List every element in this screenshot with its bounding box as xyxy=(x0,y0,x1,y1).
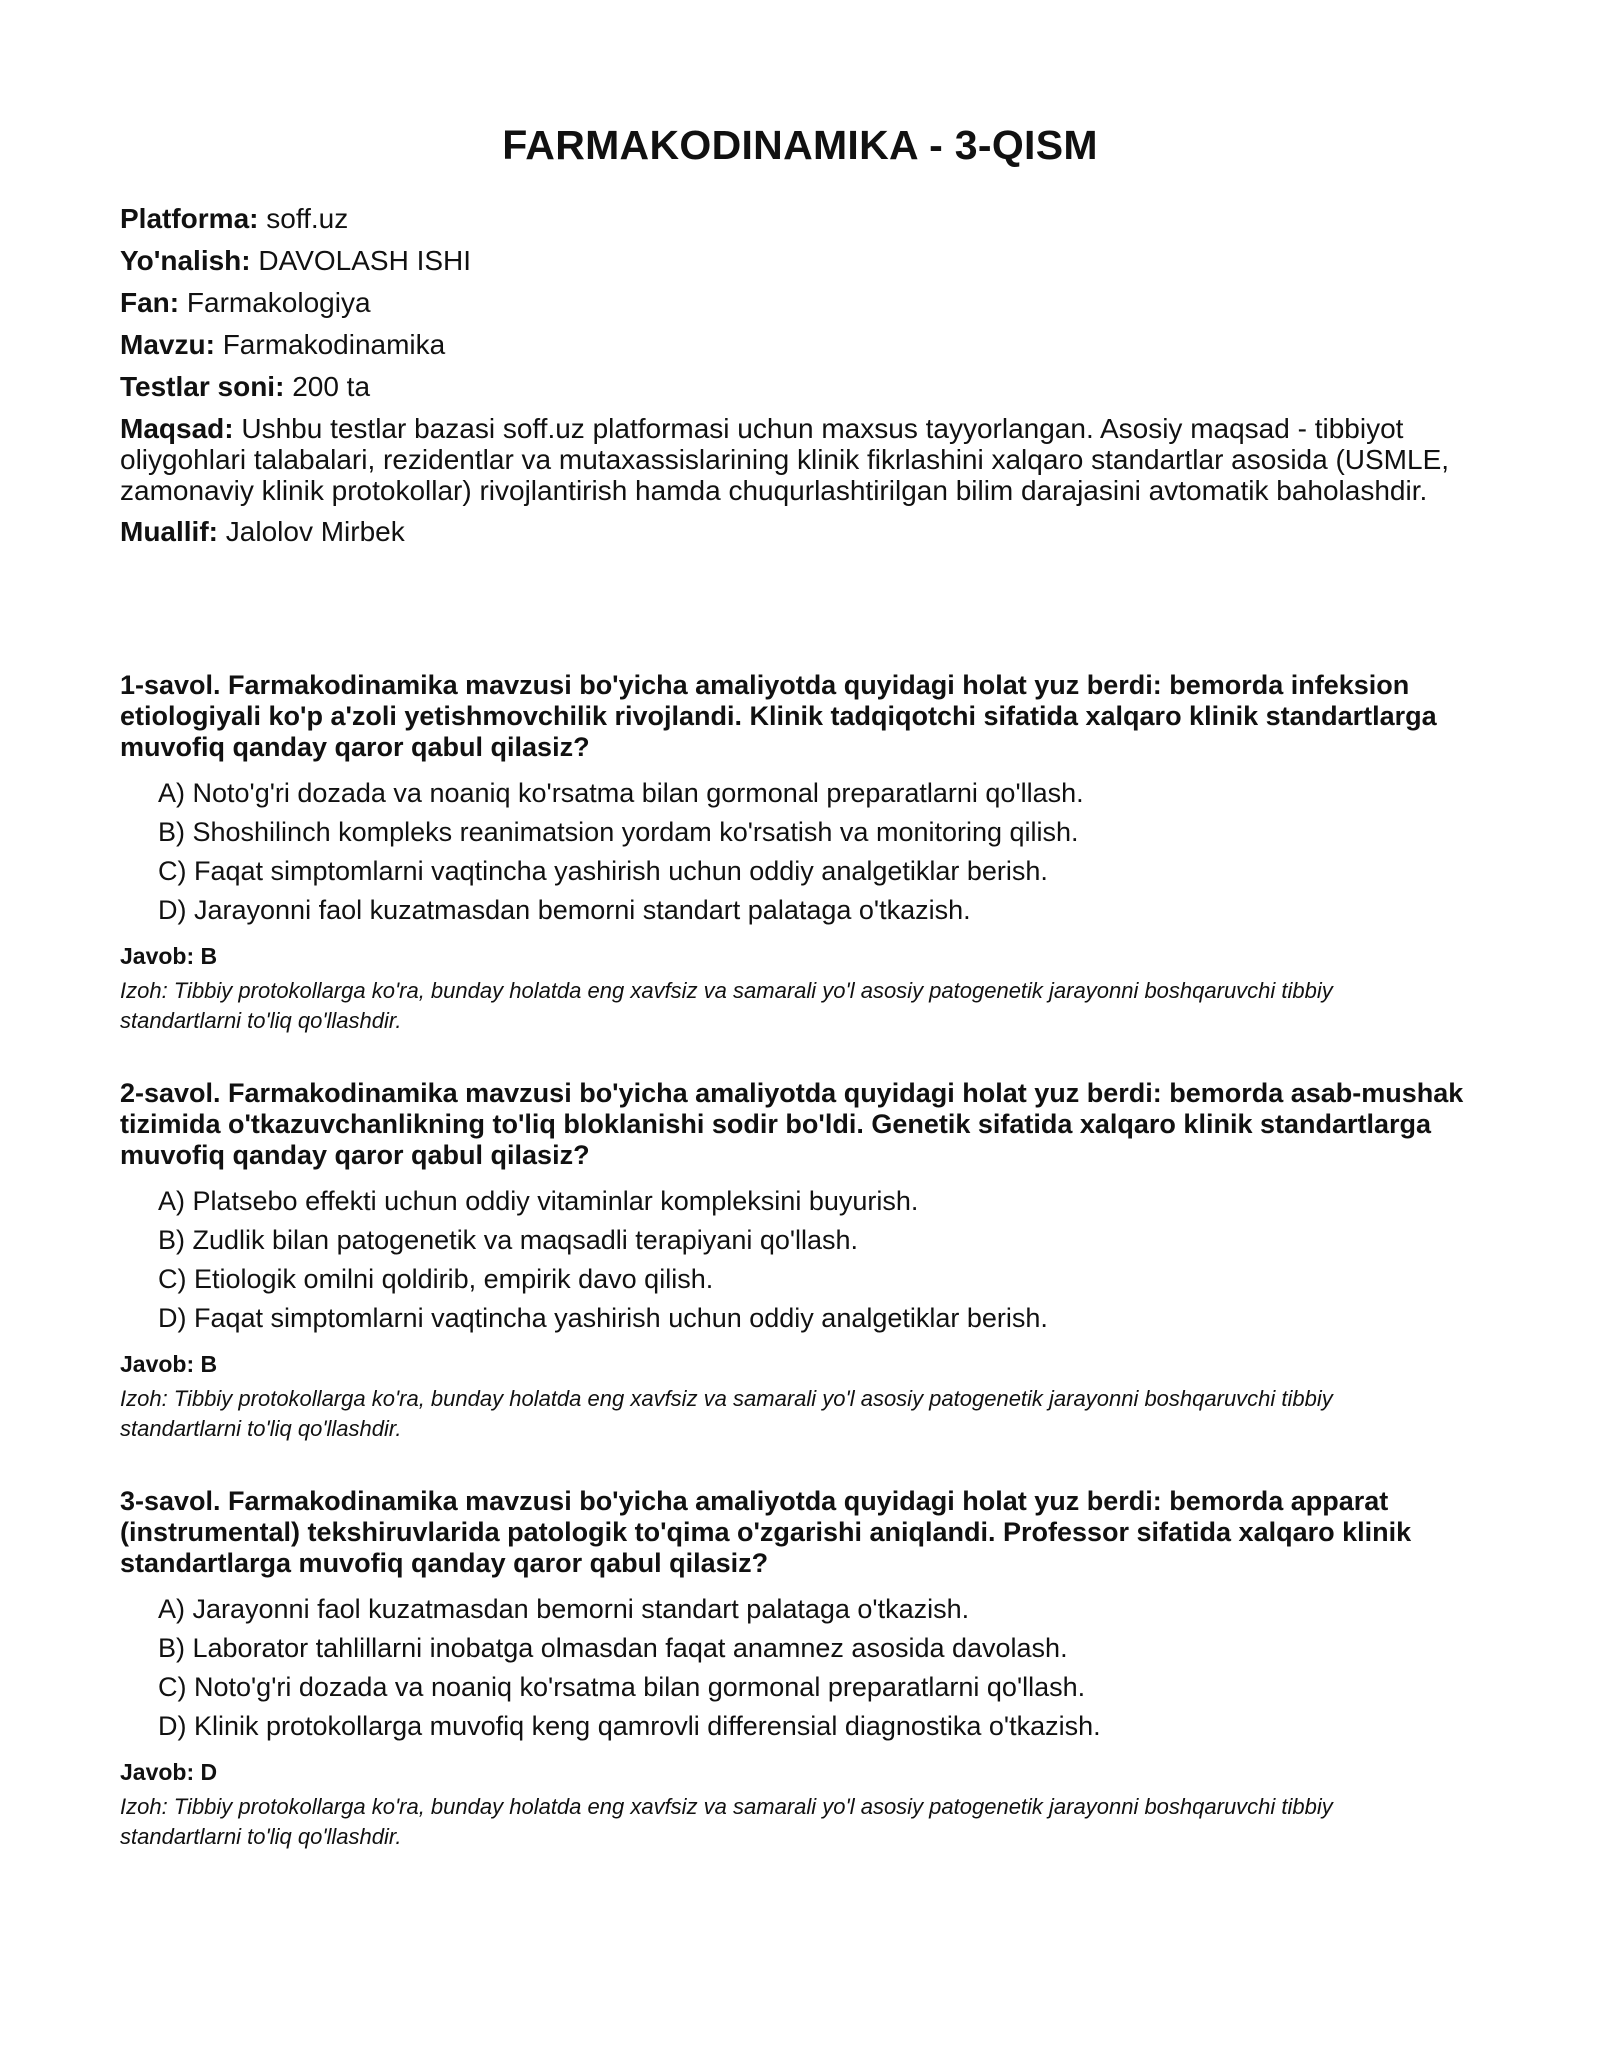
answer-options xyxy=(120,1593,1490,1742)
option-a: A) Noto'g'ri dozada va noaniq ko'rsatma bilan gormonal preparatlarni qo'llash. xyxy=(158,778,1084,808)
question-3 xyxy=(120,1486,1490,1852)
option-c: C) Etiologik omilni qoldirib, empirik davo qilish. xyxy=(158,1264,714,1294)
meta-test-count xyxy=(120,371,1480,403)
meta-topic-label: Mavzu: xyxy=(120,329,215,360)
question-2 xyxy=(120,1078,1490,1444)
meta-subject-label: Fan: xyxy=(120,287,180,318)
option-b: B) Zudlik bilan patogenetik va maqsadli terapiyani qo'llash. xyxy=(158,1225,859,1255)
meta-goal-label: Maqsad: xyxy=(120,413,234,444)
option-d: D) Faqat simptomlarni vaqtincha yashirish uchun oddiy analgetiklar berish. xyxy=(158,1303,1048,1333)
explanation-note: Izoh: Tibbiy protokollarga ko'ra, bunday holatda eng xavfsiz va samarali yo'l asosiy patogenetik jarayonni boshqaruvchi tibbiy standartlarni to'liq qo'llashdir. xyxy=(120,1794,1333,1849)
meta-goal xyxy=(120,413,1480,506)
question-text: 2-savol. Farmakodinamika mavzusi bo'yicha amaliyotda quyidagi holat yuz berdi: bemorda asab-mushak tizimida o'tkazuvchanlikning to'liq bloklanishi sodir bo'ldi. Genetik sifatida xalqaro klinik standartlarga muvofiq qanday qaror qabul qilasiz? xyxy=(120,1078,1464,1170)
meta-author xyxy=(120,516,1480,548)
question-1 xyxy=(120,670,1490,1036)
meta-platform xyxy=(120,203,1480,235)
meta-test-count-value: 200 ta xyxy=(292,371,371,402)
meta-goal-value: Ushbu testlar bazasi soff.uz platformasi uchun maxsus tayyorlangan. Asosiy maqsad - tibbiyot oliygohlari talabalari, rezidentlar va mutaxassislarining klinik fikrlashini xalqaro standartlar asosida (USMLE, zamonaviy klinik protokollar) rivojlantirish hamda chuqurlashtirilgan bilim darajasini avtomatik baholashdir. xyxy=(120,413,1450,506)
document-title: FARMAKODINAMIKA - 3-QISM xyxy=(502,122,1098,168)
question-text: 3-savol. Farmakodinamika mavzusi bo'yicha amaliyotda quyidagi holat yuz berdi: bemorda apparat (instrumental) tekshiruvlarida patologik to'qima o'zgarishi aniqlandi. Professor sifatida xalqaro klinik standartlarga muvofiq qanday qaror qabul qilasiz? xyxy=(120,1486,1412,1578)
correct-answer: Javob: B xyxy=(120,943,218,969)
option-a: A) Jarayonni faol kuzatmasdan bemorni standart palataga o'tkazish. xyxy=(158,1594,970,1624)
option-c: C) Faqat simptomlarni vaqtincha yashirish uchun oddiy analgetiklar berish. xyxy=(158,856,1048,886)
option-a: A) Platsebo effekti uchun oddiy vitaminlar kompleksini buyurish. xyxy=(158,1186,919,1216)
explanation-note: Izoh: Tibbiy protokollarga ko'ra, bunday holatda eng xavfsiz va samarali yo'l asosiy patogenetik jarayonni boshqaruvchi tibbiy standartlarni to'liq qo'llashdir. xyxy=(120,1386,1333,1441)
metadata-block xyxy=(120,203,1480,558)
option-c: C) Noto'g'ri dozada va noaniq ko'rsatma bilan gormonal preparatlarni qo'llash. xyxy=(158,1672,1086,1702)
option-b: B) Laborator tahlillarni inobatga olmasdan faqat anamnez asosida davolash. xyxy=(158,1633,1068,1663)
meta-direction-value: DAVOLASH ISHI xyxy=(258,245,472,276)
option-b: B) Shoshilinch kompleks reanimatsion yordam ko'rsatish va monitoring qilish. xyxy=(158,817,1079,847)
meta-author-value: Jalolov Mirbek xyxy=(225,516,405,547)
correct-answer: Javob: B xyxy=(120,1351,218,1377)
meta-subject-value: Farmakologiya xyxy=(186,287,371,318)
meta-test-count-label: Testlar soni: xyxy=(120,371,285,402)
meta-direction-label: Yo'nalish: xyxy=(120,245,251,276)
meta-platform-label: Platforma: xyxy=(120,203,259,234)
answer-options xyxy=(120,777,1490,926)
meta-topic xyxy=(120,329,1480,361)
correct-answer: Javob: D xyxy=(120,1759,218,1785)
meta-direction xyxy=(120,245,1480,277)
meta-subject xyxy=(120,287,1480,319)
meta-platform-value: soff.uz xyxy=(266,203,349,234)
meta-topic-value: Farmakodinamika xyxy=(222,329,446,360)
answer-options xyxy=(120,1185,1490,1334)
option-d: D) Klinik protokollarga muvofiq keng qamrovli differensial diagnostika o'tkazish. xyxy=(158,1711,1101,1741)
question-text: 1-savol. Farmakodinamika mavzusi bo'yicha amaliyotda quyidagi holat yuz berdi: bemorda infeksion etiologiyali ko'p a'zoli yetishmovchilik rivojlandi. Klinik tadqiqotchi sifatida xalqaro klinik standartlarga muvofiq qanday qaror qabul qilasiz? xyxy=(120,670,1437,762)
explanation-note: Izoh: Tibbiy protokollarga ko'ra, bunday holatda eng xavfsiz va samarali yo'l asosiy patogenetik jarayonni boshqaruvchi tibbiy standartlarni to'liq qo'llashdir. xyxy=(120,978,1333,1033)
option-d: D) Jarayonni faol kuzatmasdan bemorni standart palataga o'tkazish. xyxy=(158,895,971,925)
meta-author-label: Muallif: xyxy=(120,516,218,547)
